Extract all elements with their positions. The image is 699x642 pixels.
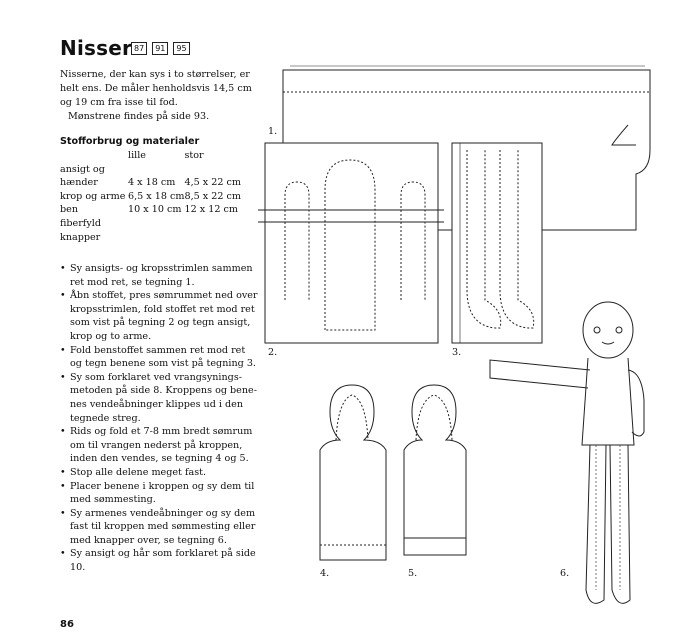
materials-heading: Stofforbrug og materialer	[60, 136, 200, 147]
figure-label: 5.	[408, 568, 418, 579]
figure-label: 4.	[320, 568, 330, 579]
table-row: fiberfyld	[60, 217, 101, 229]
pattern-ref: 95	[173, 42, 189, 55]
figure-6-finished-doll	[490, 302, 644, 603]
figure-5-body-piece	[404, 385, 466, 555]
intro-pattern-note: Mønstrene findes på side 93.	[68, 111, 210, 122]
table-row: knapper	[60, 231, 101, 243]
list-item: • Sy som forklaret ved vrangsyningsmetoden på side 8. Kroppens og benenes vendeåbninger klippes ud i den tegnede streg.	[60, 371, 260, 425]
figure-label: 6.	[560, 568, 570, 579]
table-row: ben 10 x 10 cm 12 x 12 cm	[60, 204, 238, 216]
figure-3-legs-drawing	[452, 143, 542, 343]
table-row: hænder 4 x 18 cm 4,5 x 22 cm	[60, 177, 241, 189]
column-header-small: lille	[128, 150, 146, 161]
list-item: • Sy ansigt og hår som forklaret på side 10.	[60, 547, 260, 574]
list-item: • Fold benstoffet sammen ret mod ret og tegn benene som vist på tegning 3.	[60, 344, 260, 371]
figure-label: 1.	[268, 126, 278, 137]
pattern-ref: 91	[152, 42, 168, 55]
figure-label: 2.	[268, 347, 278, 358]
figure-2-body-drawing	[258, 143, 444, 343]
figure-label: 3.	[452, 347, 462, 358]
list-item: • Sy armenes vendeåbninger og sy dem fast til kroppen med sømmesting eller med knapper over, se tegning 6.	[60, 507, 260, 548]
table-row: ansigt og	[60, 163, 105, 175]
list-item: • Rids og fold et 7-8 mm bredt sømrum om til vrangen nederst på kroppen, inden den vendes, se tegning 4 og 5.	[60, 425, 260, 466]
intro-paragraph: Nisserne, der kan sys i to størrelser, er helt ens. De måler henholdsvis 14,5 cm og 19 cm fra isse til fod.	[60, 69, 252, 108]
page-number: 86	[60, 619, 74, 630]
page-title: Nisser	[60, 36, 133, 60]
pattern-ref: 87	[131, 42, 147, 55]
list-item: • Stop alle delene meget fast.	[60, 466, 260, 480]
table-row: krop og arme 6,5 x 18 cm 8,5 x 22 cm	[60, 190, 241, 202]
column-header-large: stor	[184, 150, 204, 161]
list-item: • Åbn stoffet, pres sømrummet ned over kropsstrimlen, fold stoffet ret mod ret som vist på tegning 2 og tegn ansigt, krop og to arme.	[60, 289, 260, 343]
figure-4-body-piece	[320, 385, 386, 560]
list-item: • Sy ansigts- og kropsstrimlen sammen ret mod ret, se tegning 1.	[60, 262, 260, 289]
list-item: • Placer benene i kroppen og sy dem til med sømmesting.	[60, 480, 260, 507]
